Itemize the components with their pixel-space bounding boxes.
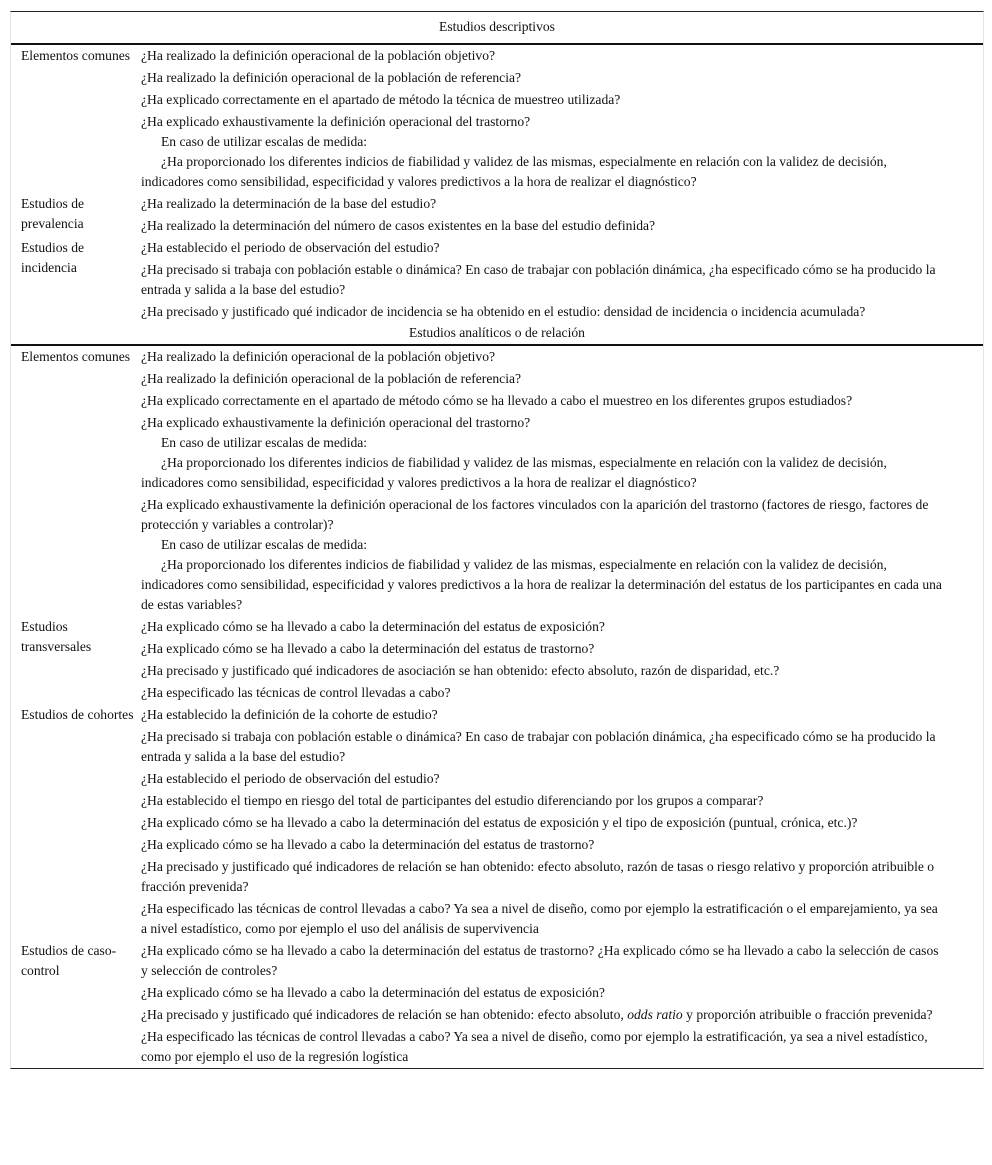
checklist-question [141,790,947,812]
question-text: ¿Ha realizado la definición operacional de la población de referencia? [141,70,522,85]
checklist-question [141,812,947,834]
question-text: ¿Ha explicado cómo se ha llevado a cabo la determinación del estatus de exposición? [141,619,605,634]
question-text: ¿Ha explicado exhaustivamente la definición operacional del trastorno? [141,415,531,430]
question-text: ¿Ha explicado exhaustivamente la definición operacional de los factores vinculados con la aparición del trastorno (factores de riesgo, factores de protección y variables a controlar)? [141,497,929,532]
question-italic-term: odds ratio [627,1007,683,1022]
checklist-question [141,67,947,89]
question-text-end: y proporción atribuible o fracción prevenida? [682,1007,933,1022]
checklist-question [141,89,947,111]
question-text: ¿Ha realizado la determinación de la base del estudio? [141,196,437,211]
question-text: ¿Ha precisado si trabaja con población estable o dinámica? En caso de trabajar con población dinámica, ¿ha especificado cómo se ha producido la entrada y salida a la base del estudio? [141,262,936,297]
question-subtext: ¿Ha proporcionado los diferentes indicios de fiabilidad y validez de las mismas, especialmente en relación con la validez de decisión, indicadores como sensibilidad, especificidad y valores predictivos a la hora de realizar el diagnóstico? [141,455,887,490]
row-label: Estudios de caso-control [21,943,117,978]
table-row [11,616,983,704]
row-items [141,45,983,193]
question-text: ¿Ha explicado correctamente en el apartado de método la técnica de muestreo utilizada? [141,92,621,107]
question-subtext: ¿Ha proporcionado los diferentes indicios de fiabilidad y validez de las mismas, especialmente en relación con la validez de decisión, indicadores como sensibilidad, especificidad y valores predictivos a la hora de realizar la determinación del estatus de los participantes en cada una de estas variables? [141,557,942,612]
table-row [11,346,983,616]
row-label: Estudios de incidencia [21,240,85,275]
checklist-question [141,390,947,412]
checklist-table [10,11,984,1069]
checklist-question [141,1004,947,1026]
row-label: Estudios de cohortes [21,707,134,722]
question-text: ¿Ha explicado cómo se ha llevado a cabo la determinación del estatus de exposición? [141,985,605,1000]
question-text: ¿Ha explicado correctamente en el apartado de método cómo se ha llevado a cabo el muestreo en los diferentes grupos estudiados? [141,393,853,408]
checklist-question [141,638,947,660]
table-row [11,704,983,940]
question-subtext: En caso de utilizar escalas de medida: [161,134,368,149]
question-text: ¿Ha precisado si trabaja con población estable o dinámica? En caso de trabajar con población dinámica, ¿ha especificado cómo se ha producido la entrada y salida a la base del estudio? [141,729,936,764]
row-items [141,616,983,704]
checklist-question [141,111,947,193]
checklist-question [141,412,947,494]
checklist-question [141,494,947,616]
question-text: ¿Ha realizado la determinación del número de casos existentes en la base del estudio definida? [141,218,656,233]
question-text: ¿Ha especificado las técnicas de control llevadas a cabo? [141,685,451,700]
checklist-question [141,346,947,368]
table-row [11,45,983,193]
table-section [11,323,983,1068]
checklist-question [141,856,947,898]
section-header: Estudios descriptivos [11,12,983,45]
question-text: ¿Ha establecido el periodo de observación del estudio? [141,771,440,786]
question-text: ¿Ha realizado la definición operacional de la población de referencia? [141,371,522,386]
question-text: ¿Ha realizado la definición operacional de la población objetivo? [141,48,496,63]
row-label: Estudios de prevalencia [21,196,85,231]
checklist-question [141,940,947,982]
checklist-question [141,834,947,856]
checklist-question [141,45,947,67]
checklist-question [141,616,947,638]
row-label: Estudios transversales [21,619,92,654]
question-text: ¿Ha establecido el periodo de observación del estudio? [141,240,440,255]
checklist-question [141,193,947,215]
checklist-question [141,726,947,768]
checklist-question [141,682,947,704]
checklist-question [141,704,947,726]
checklist-question [141,237,947,259]
row-items [141,346,983,616]
question-text: ¿Ha explicado cómo se ha llevado a cabo la determinación del estatus de trastorno? [141,837,595,852]
checklist-question [141,368,947,390]
question-text: ¿Ha especificado las técnicas de control llevadas a cabo? Ya sea a nivel de diseño, como por ejemplo la estratificación o el emparejamiento, ya sea a nivel estadístico, como por ejemplo el uso del análisis de supervivencia [141,901,938,936]
checklist-question [141,301,947,323]
table-row [11,237,983,323]
row-items [141,704,983,940]
row-items [141,237,983,323]
question-text: ¿Ha precisado y justificado qué indicadores de asociación se han obtenido: efecto absoluto, razón de disparidad, etc.? [141,663,780,678]
checklist-question [141,982,947,1004]
question-subtext: En caso de utilizar escalas de medida: [161,435,368,450]
question-text: ¿Ha establecido el tiempo en riesgo del total de participantes del estudio diferenciando por los grupos a comparar? [141,793,764,808]
table-row [11,193,983,237]
question-text: ¿Ha precisado y justificado qué indicadores de relación se han obtenido: efecto absoluto, razón de tasas o riesgo relativo y proporción atribuible o fracción prevenida? [141,859,935,894]
row-items [141,193,983,237]
checklist-question [141,768,947,790]
table-section [11,12,983,323]
checklist-question [141,215,947,237]
checklist-question [141,898,947,940]
section-header: Estudios analíticos o de relación [11,323,983,346]
checklist-question [141,660,947,682]
row-label: Elementos comunes [21,48,131,63]
question-text: ¿Ha explicado cómo se ha llevado a cabo la determinación del estatus de trastorno? ¿Ha explicado cómo se ha llevado a cabo la selección de casos y selección de controles? [141,943,939,978]
question-subtext: En caso de utilizar escalas de medida: [161,537,368,552]
table-row [11,940,983,1068]
checklist-question [141,259,947,301]
question-text: ¿Ha explicado cómo se ha llevado a cabo la determinación del estatus de trastorno? [141,641,595,656]
question-text: ¿Ha precisado y justificado qué indicador de incidencia se ha obtenido en el estudio: densidad de incidencia o incidencia acumulada? [141,304,866,319]
question-text: ¿Ha realizado la definición operacional de la población objetivo? [141,349,496,364]
question-text: ¿Ha precisado y justificado qué indicadores de relación se han obtenido: efecto absoluto, [141,1007,628,1022]
question-text: ¿Ha especificado las técnicas de control llevadas a cabo? Ya sea a nivel de diseño, como por ejemplo la estratificación, ya sea a nivel estadístico, como por ejemplo el uso de la regresión logística [141,1029,928,1064]
question-text: ¿Ha explicado exhaustivamente la definición operacional del trastorno? [141,114,531,129]
question-text: ¿Ha establecido la definición de la cohorte de estudio? [141,707,438,722]
question-subtext: ¿Ha proporcionado los diferentes indicios de fiabilidad y validez de las mismas, especialmente en relación con la validez de decisión, indicadores como sensibilidad, especificidad y valores predictivos a la hora de realizar el diagnóstico? [141,154,887,189]
row-label: Elementos comunes [21,349,131,364]
row-items [141,940,983,1068]
checklist-question [141,1026,947,1068]
question-text: ¿Ha explicado cómo se ha llevado a cabo la determinación del estatus de exposición y el tipo de exposición (puntual, crónica, etc.)? [141,815,858,830]
